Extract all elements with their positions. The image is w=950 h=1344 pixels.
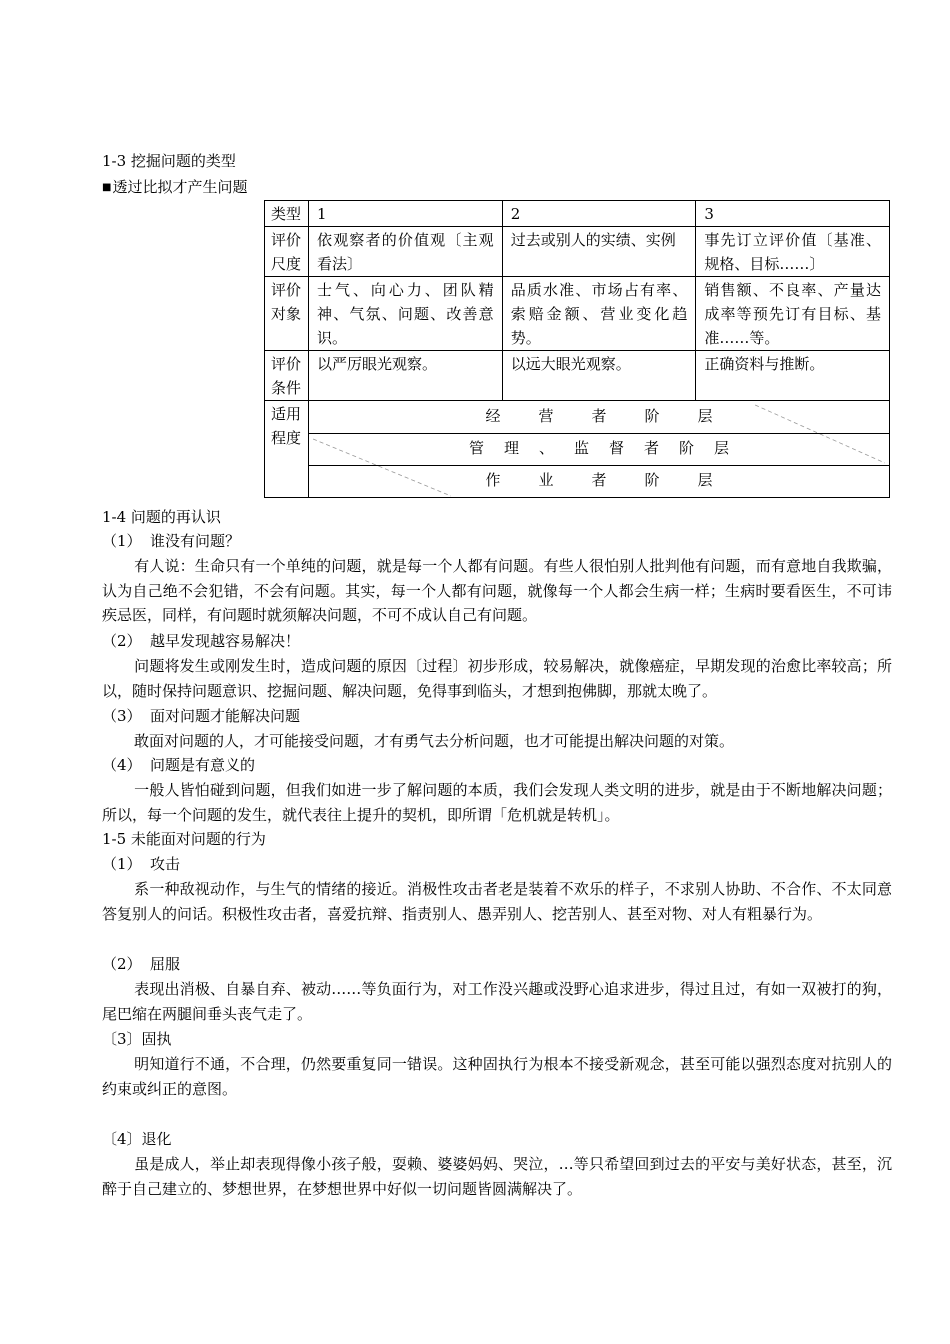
item-number: （1） <box>102 532 142 550</box>
section-heading-1-4: 1-4 问题的再认识 <box>102 508 221 526</box>
table-row <box>265 351 890 401</box>
item-number: （3） <box>102 707 142 725</box>
item-title <box>102 1028 172 1050</box>
section-heading-1-3: 1-3 挖掘问题的类型 <box>102 152 236 170</box>
table-header-cell: 3 <box>696 201 890 227</box>
item-title-text: 面对问题才能解决问题 <box>150 707 301 725</box>
table-header-cell: 1 <box>309 201 503 227</box>
level-worker: 作业者阶层 <box>485 471 751 489</box>
item-title <box>102 630 300 652</box>
item-body <box>102 877 892 926</box>
range-cell <box>309 401 890 498</box>
item-body-text: 虽是成人，举止却表现得像小孩子般，耍赖、婆婆妈妈、哭泣，…等只希望回到过去的平安与美好状态，甚至，沉醉于自己建立的、梦想世界，在梦想世界中好似一切问题皆圆满解决了。 <box>102 1155 892 1198</box>
subheading-comparison <box>102 176 247 199</box>
table-cell: 品质水准、市场占有率、索赔金额、营业变化趋势。 <box>502 277 696 351</box>
item-body <box>102 778 892 827</box>
table-header-cell: 类型 <box>265 201 309 227</box>
item-body-text: 问题将发生或刚发生时，造成问题的原因〔过程〕初步形成，较易解决，就像癌症，早期发现的治愈比率较高；所以，随时保持问题意识、挖掘问题、解决问题，免得事到临头，才想到抱佛脚，那就太晚了。 <box>102 657 892 700</box>
item-body <box>102 729 892 754</box>
item-body <box>102 1152 892 1201</box>
item-body-text: 表现出消极、自暴自弃、被动……等负面行为，对工作没兴趣或没野心追求进步，得过且过，有如一双被打的狗，尾巴缩在两腿间垂头丧气走了。 <box>102 980 892 1023</box>
table-cell: 销售额、不良率、产量达成率等预先订有目标、基准……等。 <box>696 277 890 351</box>
item-title-text: 越早发现越容易解决！ <box>150 632 301 650</box>
row-label: 评价尺度 <box>265 227 309 277</box>
item-number: （2） <box>102 632 142 650</box>
level-executive: 经营者阶层 <box>309 401 889 434</box>
item-title <box>102 953 180 975</box>
level-manager: 管理、监督者阶层 <box>309 433 889 466</box>
table-header-row <box>265 201 890 227</box>
section-heading-1-5: 1-5 未能面对问题的行为 <box>102 830 266 848</box>
row-label: 评价条件 <box>265 351 309 401</box>
table-header-cell: 2 <box>502 201 696 227</box>
item-number: 〔4〕 <box>102 1130 142 1148</box>
item-body <box>102 654 892 703</box>
item-number: （2） <box>102 955 142 973</box>
item-body-text: 敢面对问题的人，才可能接受问题，才有勇气去分析问题，也才可能提出解决问题的对策。 <box>134 732 735 750</box>
item-title-text: 问题是有意义的 <box>150 756 256 774</box>
table-cell: 依观察者的价值观〔主观看法〕 <box>309 227 503 277</box>
table-cell: 以严厉眼光观察。 <box>309 351 503 401</box>
table-row-range <box>265 401 890 498</box>
item-title <box>102 530 240 552</box>
item-number: （4） <box>102 756 142 774</box>
item-title-text: 退化 <box>141 1130 172 1148</box>
item-body-text: 明知道行不通，不合理，仍然要重复同一错误。这种固执行为根本不接受新观念，甚至可能以强烈态度对抗别人的约束或纠正的意图。 <box>102 1055 892 1098</box>
item-title <box>102 1128 172 1150</box>
table-cell: 过去或别人的实绩、实例 <box>502 227 696 277</box>
item-title <box>102 705 300 727</box>
table-row <box>265 227 890 277</box>
item-title-text: 固执 <box>141 1030 172 1048</box>
item-body <box>102 977 892 1026</box>
table-cell: 事先订立评价值〔基准、规格、目标……〕 <box>696 227 890 277</box>
item-title-text: 攻击 <box>150 855 181 873</box>
item-body-text: 系一种敌视动作，与生气的情绪的接近。消极性攻击者老是装着不欢乐的样子，不求别人协助、不合作、不太同意答复别人的问话。积极性攻击者，喜爱抗辩、指责别人、愚弄别人、挖苦别人、甚至对物、对人有粗暴行为。 <box>102 880 892 923</box>
subheading-text: 透过比拟才产生问题 <box>112 178 248 196</box>
item-title <box>102 754 255 776</box>
table-cell: 以远大眼光观察。 <box>502 351 696 401</box>
bullet-icon: ■ <box>102 182 112 193</box>
item-number: 〔3〕 <box>102 1030 142 1048</box>
item-number: （1） <box>102 855 142 873</box>
item-body <box>102 1052 892 1101</box>
item-title <box>102 853 180 875</box>
table-row <box>265 277 890 351</box>
problem-type-table <box>264 200 890 498</box>
table-cell: 正确资料与推断。 <box>696 351 890 401</box>
item-title-text: 谁没有问题？ <box>150 532 241 550</box>
table-cell: 士气、向心力、团队精神、气氛、问题、改善意识。 <box>309 277 503 351</box>
item-title-text: 屈服 <box>150 955 181 973</box>
item-body-text: 一般人皆怕碰到问题，但我们如进一步了解问题的本质，我们会发现人类文明的进步，就是由于不断地解决问题；所以，每一个问题的发生，就代表往上提升的契机，即所谓「危机就是转机」。 <box>102 781 892 824</box>
item-body <box>102 554 892 628</box>
row-label-range: 适用程度 <box>265 401 309 498</box>
item-body-text: 有人说：生命只有一个单纯的问题，就是每一个人都有问题。有些人很怕别人批判他有问题，而有意地自我欺骗，认为自己绝不会犯错，不会有问题。其实，每一个人都有问题，就像每一个人都会生病一样；生病时要看医生，不可讳疾忌医，同样，有问题时就须解决问题，不可不成认自己有问题。 <box>102 557 892 624</box>
row-label: 评价对象 <box>265 277 309 351</box>
